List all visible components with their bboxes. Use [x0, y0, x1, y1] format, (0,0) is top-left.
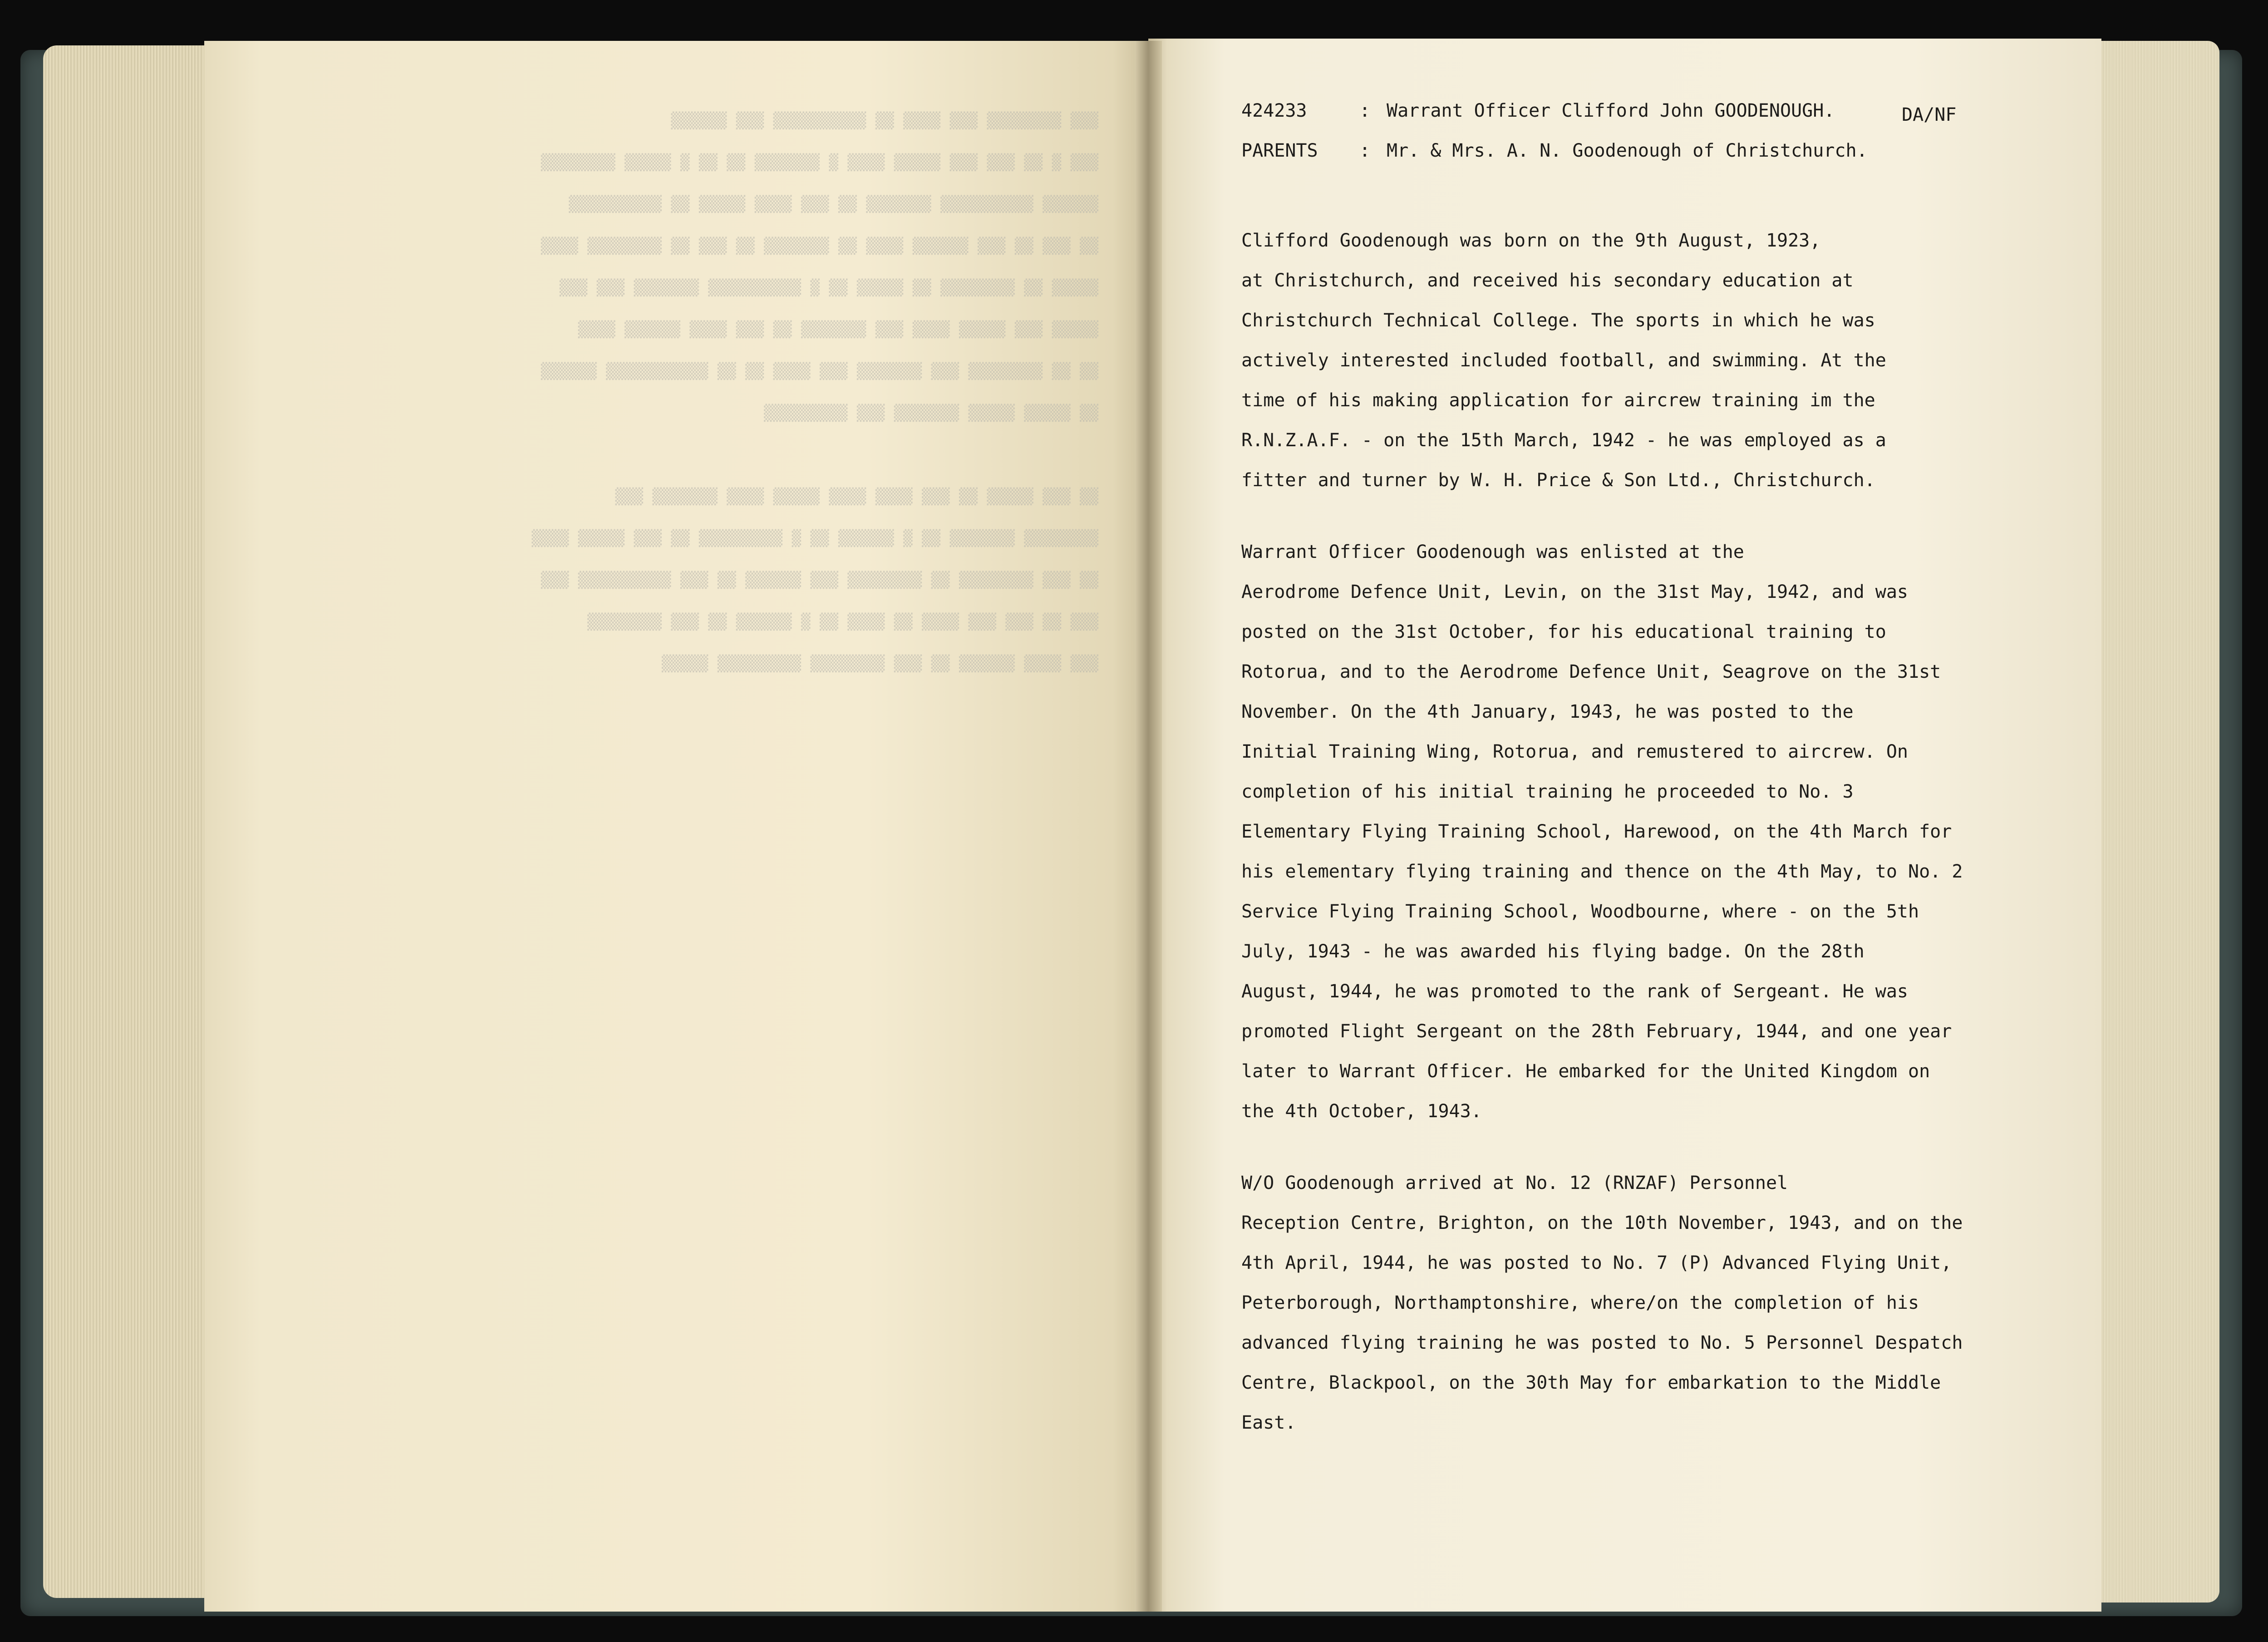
paragraph-training: Warrant Officer Goodenough was enlisted at the Aerodrome Defence Unit, Levin, on the 31st May, 1942, and was posted on the 31st October, for his educational training to Rotorua, and to the Aerodrome Defence Unit, Seagrove on the 31st November. On the 4th January, 1943, he was posted to the Initial Training Wing, Rotorua, and remustered to aircrew. On completion of his initial training he proceeded to No. 3 Elementary Flying Training School, Harewood, on the 4th March for his elementary flying training and thence on the 4th May, to No. 2 Service Flying Training School, Woodbourne, where - on the 5th July, 1943 - he was awarded his flying badge. On the 28th August, 1944, he was promoted to the rank of Sergeant. He was promoted Flight Sergeant on the 28th February, 1944, and one year later to Warrant Officer. He embarked for the United Kingdom on the 4th October, 1943. — [1241, 542, 1963, 1122]
page-edges-left — [43, 45, 216, 1598]
page-edges-right — [2083, 41, 2219, 1603]
paragraph-overseas: W/O Goodenough arrived at No. 12 (RNZAF) Personnel Reception Centre, Brighton, on the 10th November, 1943, and on the 4th April, 1944, he was posted to No. 7 (P) Advanced Flying Unit, Peterborough, Northamptonshire, where/on the completion of his advanced flying training he was posted to No. 5 Personnel Despatch Centre, Blackpool, on the 30th May for embarkation to the Middle East. — [1241, 1173, 1963, 1433]
separator: : — [1359, 100, 1371, 121]
separator: : — [1359, 140, 1371, 161]
show-through-text: ▒▒▒ ▒▒▒▒▒▒▒▒ ▒▒▒ ▒▒▒▒ ▒▒ ▒▒▒▒▒▒▒▒▒▒ ▒▒▒ ▒▒▒▒▒▒ ▒▒▒ ▒ ▒▒ ▒▒▒ ▒▒▒ ▒▒▒▒▒ ▒▒▒▒ ▒ ▒▒▒▒▒▒▒ ▒▒ ▒▒ ▒ ▒▒▒▒▒ ▒▒▒▒▒▒▒▒ ▒▒▒▒▒▒ ▒▒▒▒▒▒▒▒▒▒ ▒▒▒▒▒▒▒ ▒▒ ▒▒▒ ▒▒▒▒ ▒▒▒▒▒ ▒▒ ▒▒▒▒▒▒▒▒▒▒ ▒▒ ▒▒▒ ▒▒ ▒▒▒ ▒▒▒▒▒▒ ▒▒▒▒ ▒▒ ▒▒▒▒▒▒▒ ▒▒ ▒▒▒ ▒▒ ▒▒▒▒▒▒▒▒ ▒▒▒▒ ▒▒▒▒▒ ▒▒ ▒▒▒▒▒▒▒▒ ▒▒ ▒▒▒▒▒ ▒▒ ▒ ▒▒▒▒▒▒▒▒▒▒ ▒▒▒▒▒▒▒ ▒▒▒ ▒▒▒ ▒▒▒▒▒ ▒▒▒ ▒▒▒▒▒ ▒▒▒▒ ▒▒▒ ▒▒▒▒▒▒▒ ▒▒ ▒▒▒ ▒▒▒▒ ▒▒▒▒▒▒ ▒▒▒▒ ▒▒ ▒▒ ▒▒▒▒▒▒▒▒ ▒▒▒ ▒▒▒▒▒▒▒ ▒▒▒ ▒▒▒▒ ▒▒ ▒▒ ▒▒▒▒▒▒▒▒▒▒▒ ▒▒▒▒▒▒ ▒▒ ▒▒▒▒▒ ▒▒▒▒▒ ▒▒▒▒▒▒▒ ▒▒▒ ▒▒▒▒▒▒▒▒▒ ▒▒ ▒▒▒ ▒▒▒▒▒ ▒▒ ▒▒▒ ▒▒▒▒ ▒▒▒▒ ▒▒▒▒▒ ▒▒▒▒ ▒▒▒▒▒▒▒ ▒▒▒ ▒▒▒▒▒▒▒▒ ▒▒▒▒▒▒▒ ▒▒ ▒ ▒▒▒▒▒▒ ▒▒ ▒ ▒▒▒▒▒▒▒▒▒ ▒▒ ▒▒▒ ▒▒▒▒▒ ▒▒▒▒ ▒▒ ▒▒▒ ▒▒▒▒▒▒▒▒ ▒▒ ▒▒▒▒▒▒▒▒ ▒▒▒ ▒▒▒▒▒▒ ▒▒ ▒▒▒ ▒▒▒▒▒▒▒▒▒▒ ▒▒▒ ▒▒▒ ▒▒ ▒▒▒ ▒▒▒ ▒▒▒▒ ▒▒ ▒▒▒▒ ▒▒ ▒ ▒▒▒▒▒▒ ▒▒ ▒▒▒ ▒▒▒▒▒▒▒▒ ▒▒▒ ▒▒▒▒ ▒▒▒▒▒▒ ▒▒ ▒▒▒ ▒▒▒▒▒▒▒▒ ▒▒▒▒▒▒▒▒▒ ▒▒▒▒▒ — [531, 112, 1098, 673]
service-number: 424233 — [1241, 100, 1307, 121]
name-line — [1241, 91, 2045, 131]
parents-label: PARENTS — [1241, 140, 1318, 161]
biography-text — [1241, 91, 2045, 1443]
airman-name: Warrant Officer Clifford John GOODENOUGH. — [1387, 100, 1835, 121]
parents-line — [1241, 131, 2045, 171]
paragraph-early-life: Clifford Goodenough was born on the 9th August, 1923, at Christchurch, and received his secondary education at Christchurch Technical College. The sports in which he was actively interested included football, and swimming. At the time of his making application for aircrew training im the R.N.Z.A.F. - on the 15th March, 1942 - he was employed as a fitter and turner by W. H. Price & Son Ltd., Christchurch. — [1241, 230, 1886, 491]
book-gutter — [1135, 41, 1162, 1612]
reference-code: DA/NF — [1902, 104, 1957, 125]
parents-value: Mr. & Mrs. A. N. Goodenough of Christchurch. — [1387, 140, 1868, 161]
